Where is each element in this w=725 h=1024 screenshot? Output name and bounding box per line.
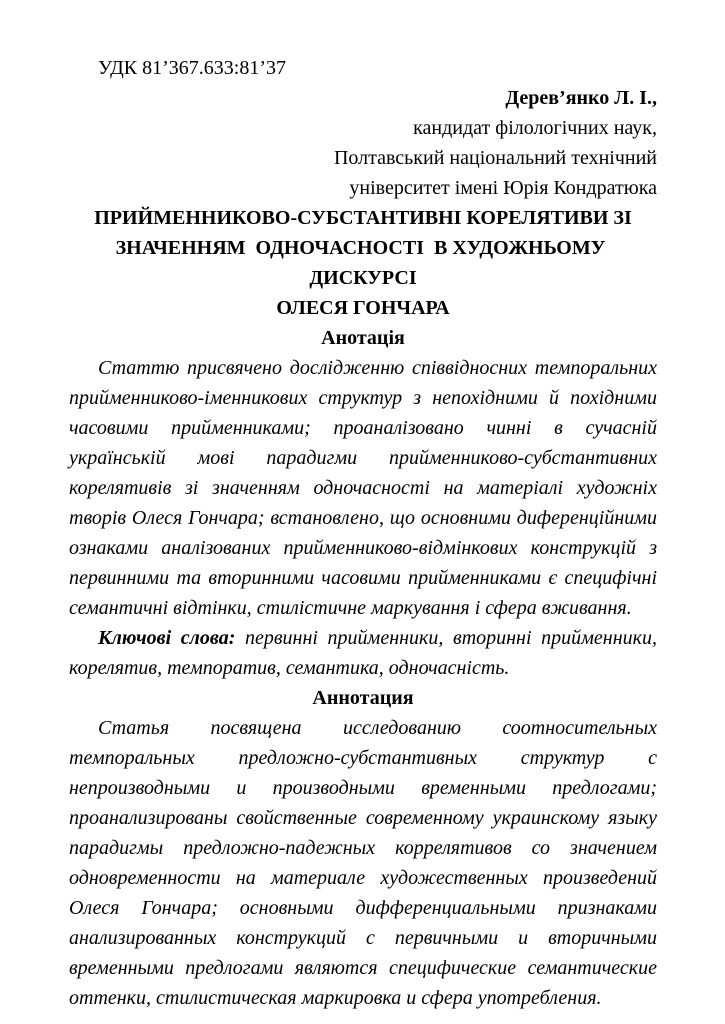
article-title-line-3: ОЛЕСЯ ГОНЧАРА: [276, 297, 450, 319]
article-title: [69, 203, 657, 323]
annotation-ru-body: Статья посвящена исследованию соотносительных темпоральных предложно-субстантивных структур с непроизводными и производными временными предлогами; проанализированы свойственные современному украинскому языку парадигмы предложно-падежных коррелятивов со значением одновременности на материале художественных произведений Олеся Гончара; основными дифференциальными признаками анализированных конструкций с первичными и вторичными временными предлогами являются специфические семантические оттенки, стилистическая маркировка и сфера употребления.: [69, 717, 657, 1009]
annotation-uk-body: Статтю присвячено дослідженню співвідносних темпоральних прийменниково-іменникових структур з непохідними й похідними часовими прийменниками; проаналізовано чинні в сучасній українській мові парадигми прийменниково-субстантивних корелятивів зі значенням одночасності на матеріалі художніх творів Олеся Гончара; встановлено, що основними диференційними ознаками аналізованих прийменниково-відмінкових конструкцій з первинними та вторинними часовими прийменниками є специфічні семантичні відтінки, стилістичне маркування і сфера вживання.: [69, 357, 657, 619]
author-degree: кандидат філологічних наук,: [413, 117, 657, 139]
article-title-line-2: ЗНАЧЕННЯМ ОДНОЧАСНОСТІ В ХУДОЖНЬОМУ ДИСКУРСІ: [115, 237, 611, 289]
author-affiliation-line2: університет імені Юрія Кондратюка: [349, 177, 657, 199]
article-title-line-1: ПРИЙМЕННИКОВО-СУБСТАНТИВНІ КОРЕЛЯТИВИ ЗІ: [94, 207, 632, 229]
keywords-label: Ключові слова:: [98, 627, 236, 649]
udc-code: УДК 81’367.633:81’37: [98, 57, 286, 79]
author-name: Дерев’янко Л. І.,: [505, 87, 657, 109]
author-block: [69, 83, 657, 203]
annotation-uk-heading: Анотація: [321, 327, 405, 349]
annotation-ru-heading: Аннотация: [312, 687, 414, 709]
author-affiliation-line1: Полтавський національний технічний: [333, 147, 657, 169]
keywords-paragraph: [69, 623, 657, 683]
keywords-text: первинні прийменники, вторинні прийменники, корелятив, темпоратив, семантика, одночасність.: [69, 627, 657, 679]
